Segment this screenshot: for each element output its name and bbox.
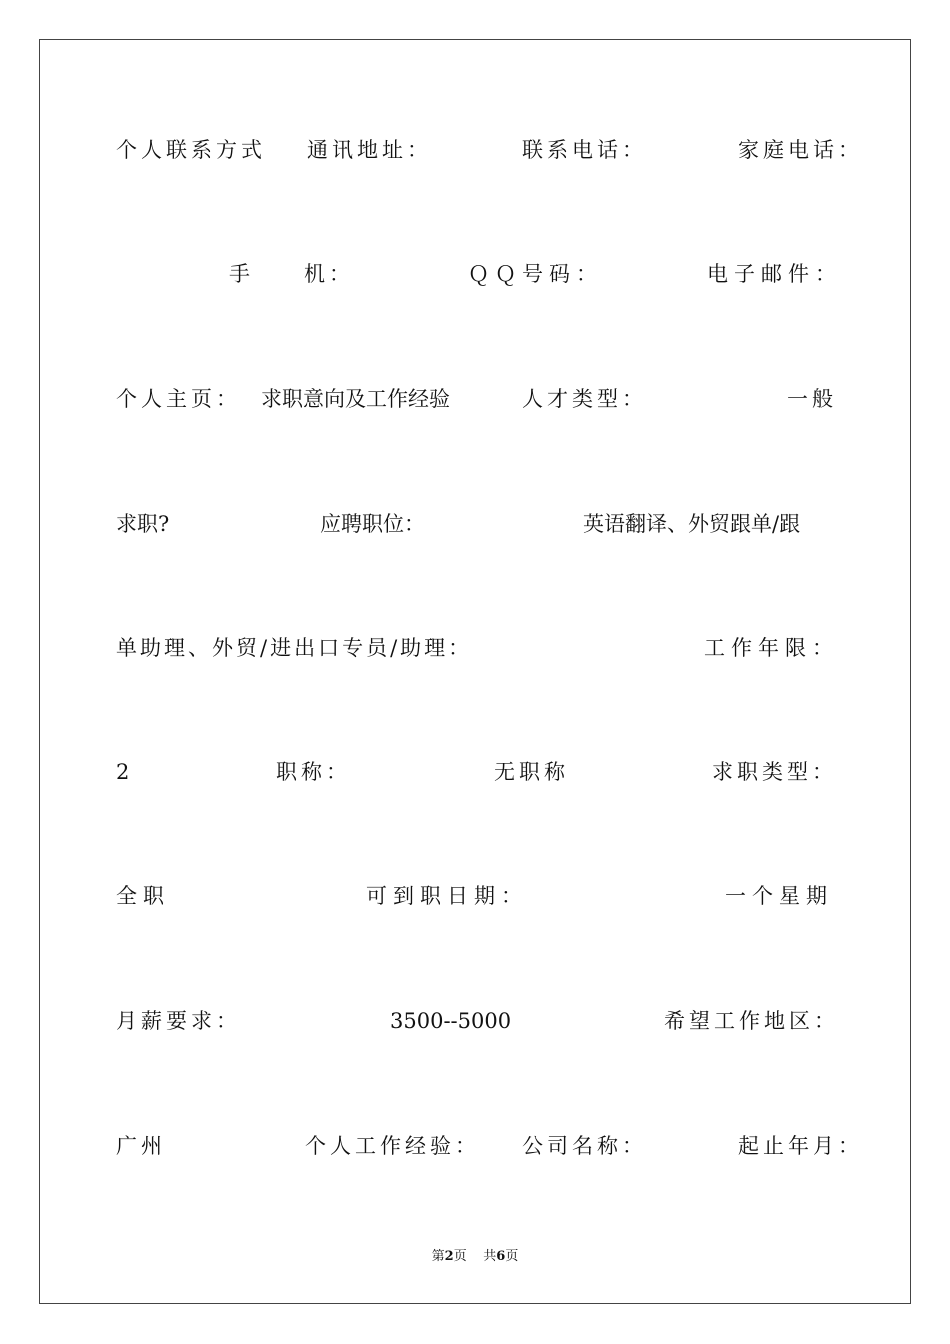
text-segment: 月薪要求：: [116, 1009, 241, 1033]
page-footer: [0, 1248, 950, 1266]
footer-total-prefix: 共: [483, 1249, 497, 1264]
text-segment: 2: [116, 760, 130, 784]
text-segment: 可到职日期：: [366, 884, 528, 908]
text-segment: 一个星期: [725, 884, 833, 908]
text-segment: 单助理、外贸/进出口专员/助理：: [116, 636, 473, 660]
text-segment: 公司名称：: [522, 1134, 647, 1158]
text-segment: 求职?: [116, 512, 170, 536]
text-segment: 无职称: [494, 760, 569, 784]
text-segment: 个人联系方式: [116, 138, 266, 162]
text-segment: 希望工作地区：: [664, 1009, 839, 1033]
footer-total-suffix: 页: [505, 1249, 519, 1264]
text-line-3: [0, 385, 950, 425]
text-segment: 工作年限：: [704, 636, 839, 660]
text-segment: 个人工作经验：: [305, 1134, 480, 1158]
text-segment: 全职: [116, 884, 170, 908]
total-pages-number: 6: [496, 1249, 506, 1264]
text-segment: 一般: [787, 387, 837, 411]
text-segment: 英语翻译、外贸跟单/跟: [583, 512, 801, 536]
text-segment: ＱＱ号码：: [468, 262, 603, 286]
text-segment: 通讯地址：: [307, 138, 432, 162]
text-line-8: [0, 1007, 950, 1047]
text-segment: 人才类型：: [522, 387, 647, 411]
text-segment: 机：: [304, 262, 354, 286]
text-line-1: [0, 136, 950, 176]
footer-prefix: 第: [431, 1249, 445, 1264]
text-segment: 应聘职位：: [320, 512, 425, 536]
text-line-4: [0, 510, 950, 550]
text-segment: 家庭电话：: [738, 138, 863, 162]
text-line-7: [0, 882, 950, 922]
text-segment: 个人主页：: [116, 387, 241, 411]
text-segment: 求职意向及工作经验: [261, 387, 450, 411]
text-line-9: [0, 1132, 950, 1172]
text-segment: 职称：: [276, 760, 351, 784]
text-segment: 求职类型：: [712, 760, 837, 784]
text-line-5: [0, 634, 950, 674]
text-segment: 电子邮件：: [707, 262, 842, 286]
text-segment: 手: [229, 262, 254, 286]
text-line-6: [0, 758, 950, 798]
text-segment: 起止年月：: [738, 1134, 863, 1158]
text-segment: 联系电话：: [522, 138, 647, 162]
text-segment: 3500--5000: [390, 1009, 512, 1033]
text-segment: 广州: [116, 1134, 166, 1158]
text-line-2: [0, 260, 950, 300]
current-page-number: 2: [444, 1249, 454, 1264]
footer-page-suffix: 页: [453, 1249, 467, 1264]
